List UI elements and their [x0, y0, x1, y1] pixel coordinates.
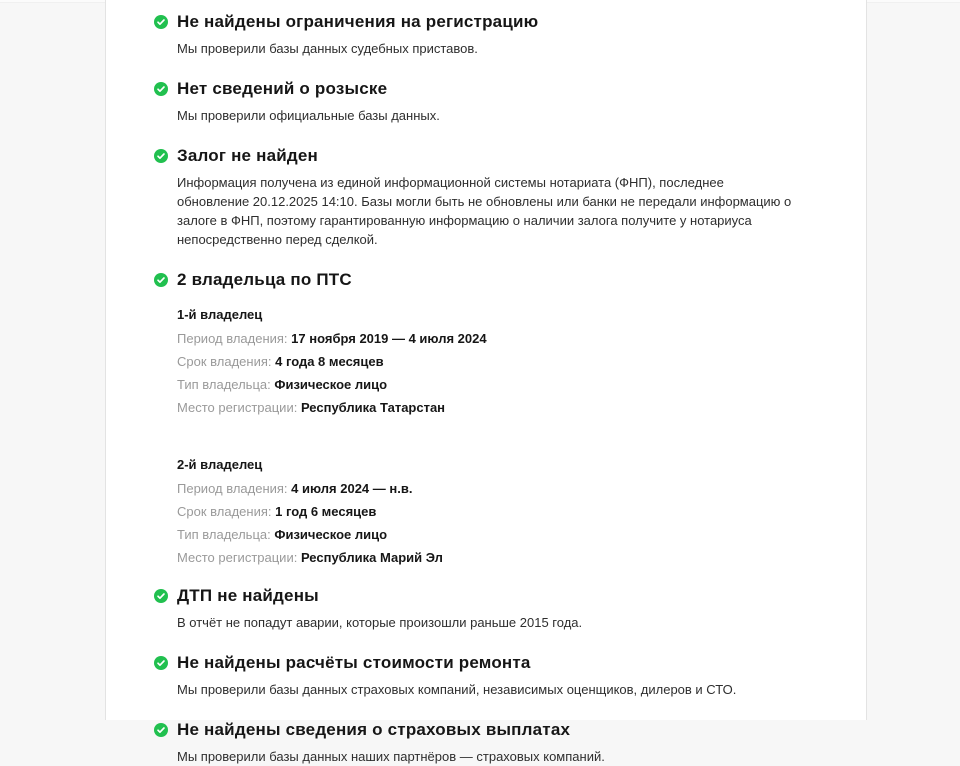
owner-row-value: Республика Марий Эл — [300, 550, 443, 565]
owner-row-region — [177, 401, 818, 415]
section-insurance-payouts — [154, 720, 818, 766]
section-description: Мы проверили базы данных страховых компаний, независимых оценщиков, дилеров и СТО. — [177, 682, 737, 697]
owner-name: 1-й владелец — [177, 307, 263, 322]
section-description: Мы проверили базы данных судебных приставов. — [177, 41, 478, 56]
owner-row-type — [177, 528, 818, 542]
owner-row-label: Место регистрации: — [177, 400, 298, 415]
owner-row-value: 17 ноября 2019 — 4 июля 2024 — [291, 331, 487, 346]
owner-row-label: Тип владельца: — [177, 527, 271, 542]
check-circle-icon — [154, 15, 168, 29]
owner-row-label: Тип владельца: — [177, 377, 271, 392]
owner-row-label: Период владения: — [177, 331, 288, 346]
owner-row-value: Физическое лицо — [274, 527, 388, 542]
owner-block-2 — [177, 457, 818, 565]
owner-row-period — [177, 332, 818, 346]
section-description: Информация получена из единой информационной системы нотариата (ФНП), последнее обновление 20.12.2025 14:10. Базы могли быть не обновлены или банки не передали информацию о залоге в ФНП, поэтому гарантированную информацию о наличии залога получите у нотариуса непосредственно перед сделкой. — [177, 175, 792, 247]
section-owners — [154, 270, 818, 565]
check-circle-icon — [154, 273, 168, 287]
owner-row-type — [177, 378, 818, 392]
owner-row-value: Физическое лицо — [274, 377, 388, 392]
section-description: Мы проверили базы данных наших партнёров — страховых компаний. — [177, 749, 605, 764]
section-repair-calculations — [154, 653, 818, 699]
section-registration-restrictions — [154, 12, 818, 58]
section-pledge — [154, 146, 818, 249]
owner-row-label: Период владения: — [177, 481, 288, 496]
section-wanted-status — [154, 79, 818, 125]
section-title: Не найдены сведения о страховых выплатах — [177, 720, 571, 739]
section-title: 2 владельца по ПТС — [177, 270, 352, 289]
check-circle-icon — [154, 149, 168, 163]
owner-row-value: Республика Татарстан — [300, 400, 446, 415]
section-accidents — [154, 586, 818, 632]
owner-row-duration — [177, 505, 818, 519]
section-title: ДТП не найдены — [177, 586, 319, 605]
owner-row-value: 4 июля 2024 — н.в. — [291, 481, 413, 496]
report-checks-panel — [105, 0, 867, 764]
section-title: Не найдены расчёты стоимости ремонта — [177, 653, 531, 672]
owner-row-period — [177, 482, 818, 496]
check-circle-icon — [154, 82, 168, 96]
check-circle-icon — [154, 723, 168, 737]
section-title: Нет сведений о розыске — [177, 79, 388, 98]
owner-row-label: Срок владения: — [177, 504, 272, 519]
owner-name: 2-й владелец — [177, 457, 263, 472]
owner-row-value: 4 года 8 месяцев — [275, 354, 384, 369]
section-description: Мы проверили официальные базы данных. — [177, 108, 440, 123]
section-description: В отчёт не попадут аварии, которые произошли раньше 2015 года. — [177, 615, 583, 630]
section-title: Залог не найден — [177, 146, 319, 165]
owner-row-duration — [177, 355, 818, 369]
owner-row-value: 1 год 6 месяцев — [275, 504, 377, 519]
owner-row-label: Срок владения: — [177, 354, 272, 369]
section-title: Не найдены ограничения на регистрацию — [177, 12, 539, 31]
owner-row-region — [177, 551, 818, 565]
check-circle-icon — [154, 589, 168, 603]
owner-row-label: Место регистрации: — [177, 550, 298, 565]
check-circle-icon — [154, 656, 168, 670]
owner-block-1 — [177, 307, 818, 415]
